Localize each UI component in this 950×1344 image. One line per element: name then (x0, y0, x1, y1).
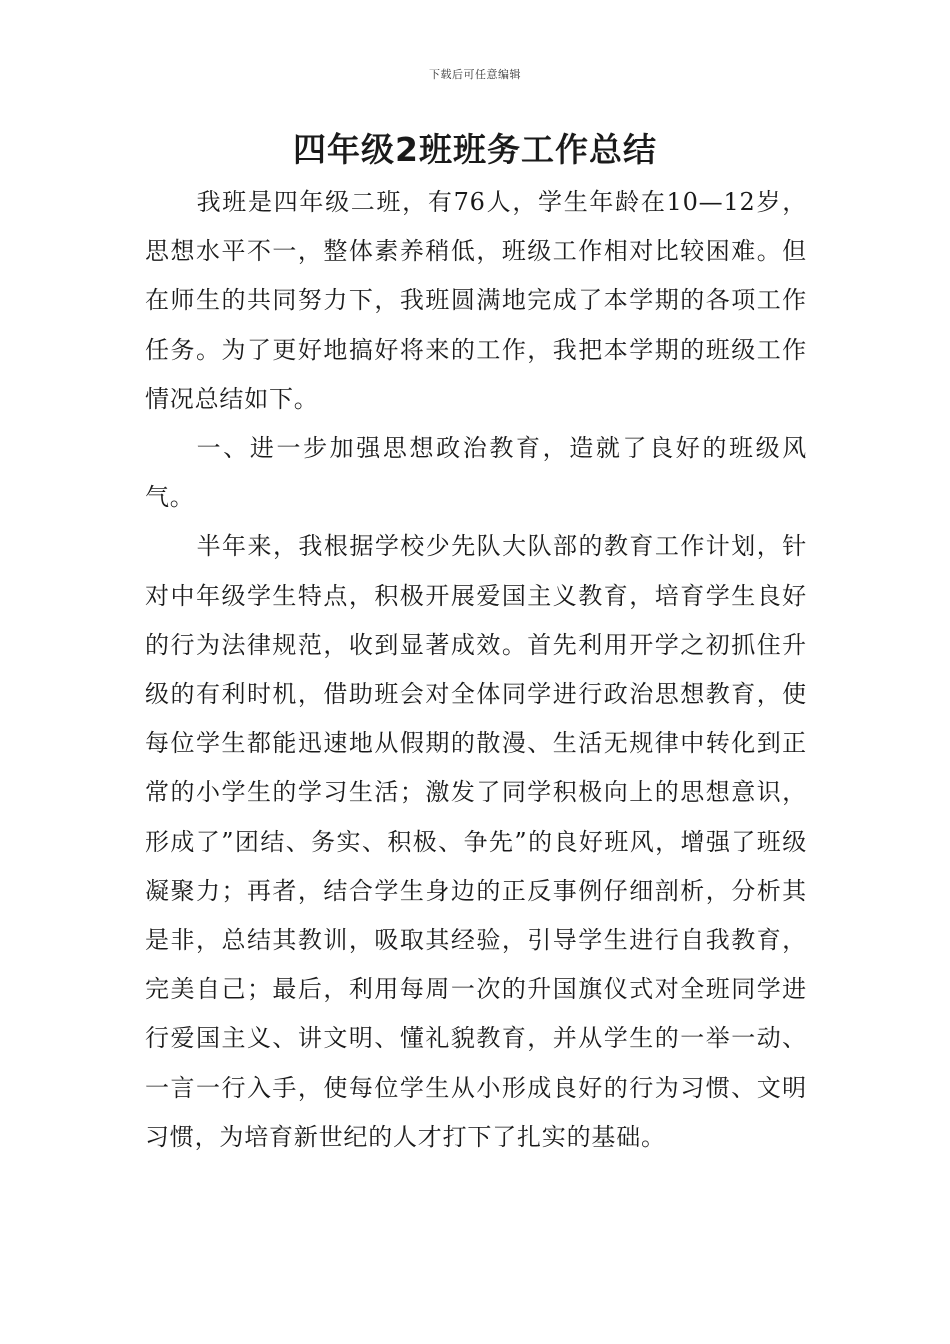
paragraph-section-body: 半年来，我根据学校少先队大队部的教育工作计划，针对中年级学生特点，积极开展爱国主义教育，培育学生良好的行为法律规范，收到显著成效。首先利用开学之初抓住升级的有利时机，借助班会对全体同学进行政治思想教育，使每位学生都能迅速地从假期的散漫、生活无规律中转化到正常的小学生的学习生活；激发了同学积极向上的思想意识，形成了”团结、务实、积极、争先”的良好班风，增强了班级凝聚力；再者，结合学生身边的正反事例仔细剖析，分析其是非，总结其教训，吸取其经验，引导学生进行自我教育，完美自己；最后，利用每周一次的升国旗仪式对全班同学进行爱国主义、讲文明、懂礼貌教育，并从学生的一举一动、一言一行入手，使每位学生从小形成良好的行为习惯、文明习惯，为培育新世纪的人才打下了扎实的基础。 (145, 532, 807, 1151)
document-body (145, 178, 807, 1162)
paragraph-section-heading: 一、进一步加强思想政治教育，造就了良好的班级风气。 (145, 434, 807, 512)
document-title: 四年级2班班务工作总结 (293, 130, 657, 169)
header-note: 下载后可任意编辑 (429, 68, 521, 81)
paragraph-intro: 我班是四年级二班，有76人，学生年龄在10—12岁，思想水平不一，整体素养稍低，班级工作相对比较困难。但在师生的共同努力下，我班圆满地完成了本学期的各项工作任务。为了更好地搞好将来的工作，我把本学期的班级工作情况总结如下。 (145, 188, 807, 413)
